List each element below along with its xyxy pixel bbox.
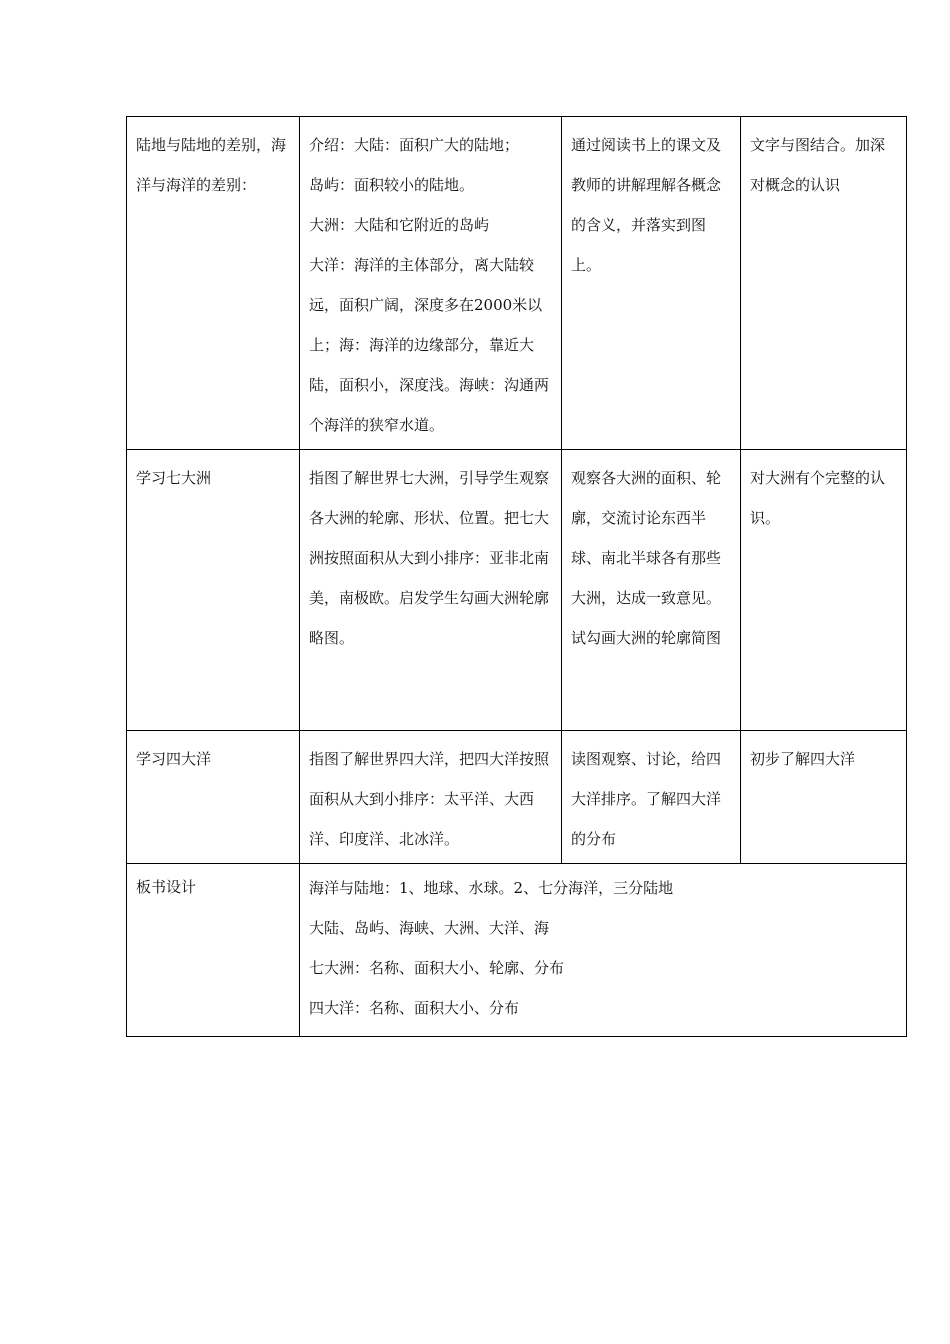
student-activity-cell: 观察各大洲的面积、轮廓，交流讨论东西半球、南北半球各有那些大洲，达成一致意见。试勾画大洲的轮廓简图: [562, 450, 741, 731]
design-intent-cell: 对大洲有个完整的认识。: [741, 450, 907, 731]
row-topic-cell: 学习四大洋: [127, 731, 300, 864]
board-design-label: 板书设计: [127, 864, 300, 1037]
board-design-content: [300, 864, 907, 1037]
teacher-activity-cell: 指图了解世界七大洲，引导学生观察各大洲的轮廓、形状、位置。把七大洲按照面积从大到小排序：亚非北南美，南极欧。启发学生勾画大洲轮廓略图。: [300, 450, 562, 731]
teacher-activity-cell: 指图了解世界四大洋，把四大洋按照面积从大到小排序：太平洋、大西洋、印度洋、北冰洋。: [300, 731, 562, 864]
board-design-row: [127, 864, 907, 1037]
table-row: [127, 450, 907, 731]
student-activity-cell: 读图观察、讨论，给四大洋排序。了解四大洋的分布: [562, 731, 741, 864]
board-line: 七大洲：名称、面积大小、轮廓、分布: [309, 959, 565, 977]
table-row: [127, 117, 907, 450]
board-line: 海洋与陆地：1、地球、水球。2、七分海洋，三分陆地: [309, 879, 674, 897]
lesson-plan-table: [126, 116, 907, 1037]
row-topic-cell: 陆地与陆地的差别，海洋与海洋的差别：: [127, 117, 300, 450]
content-line: 介绍：大陆：面积广大的陆地；: [309, 136, 520, 154]
row-topic-cell: 学习七大洲: [127, 450, 300, 731]
teacher-activity-cell: [300, 117, 562, 450]
board-line: 大陆、岛屿、海峡、大洲、大洋、海: [309, 919, 550, 937]
content-line: 大洲：大陆和它附近的岛屿: [309, 216, 490, 234]
board-line: 四大洋：名称、面积大小、分布: [309, 999, 520, 1017]
design-intent-cell: 文字与图结合。加深对概念的认识: [741, 117, 907, 450]
content-line: 岛屿：面积较小的陆地。: [309, 176, 475, 194]
table-row: [127, 731, 907, 864]
student-activity-cell: 通过阅读书上的课文及教师的讲解理解各概念的含义，并落实到图上。: [562, 117, 741, 450]
design-intent-cell: 初步了解四大洋: [741, 731, 907, 864]
content-line: 大洋：海洋的主体部分，离大陆较远，面积广阔，深度多在2000米以上；海：海洋的边缘部分，靠近大陆，面积小，深度浅。海峡：沟通两个海洋的狭窄水道。: [309, 256, 550, 434]
